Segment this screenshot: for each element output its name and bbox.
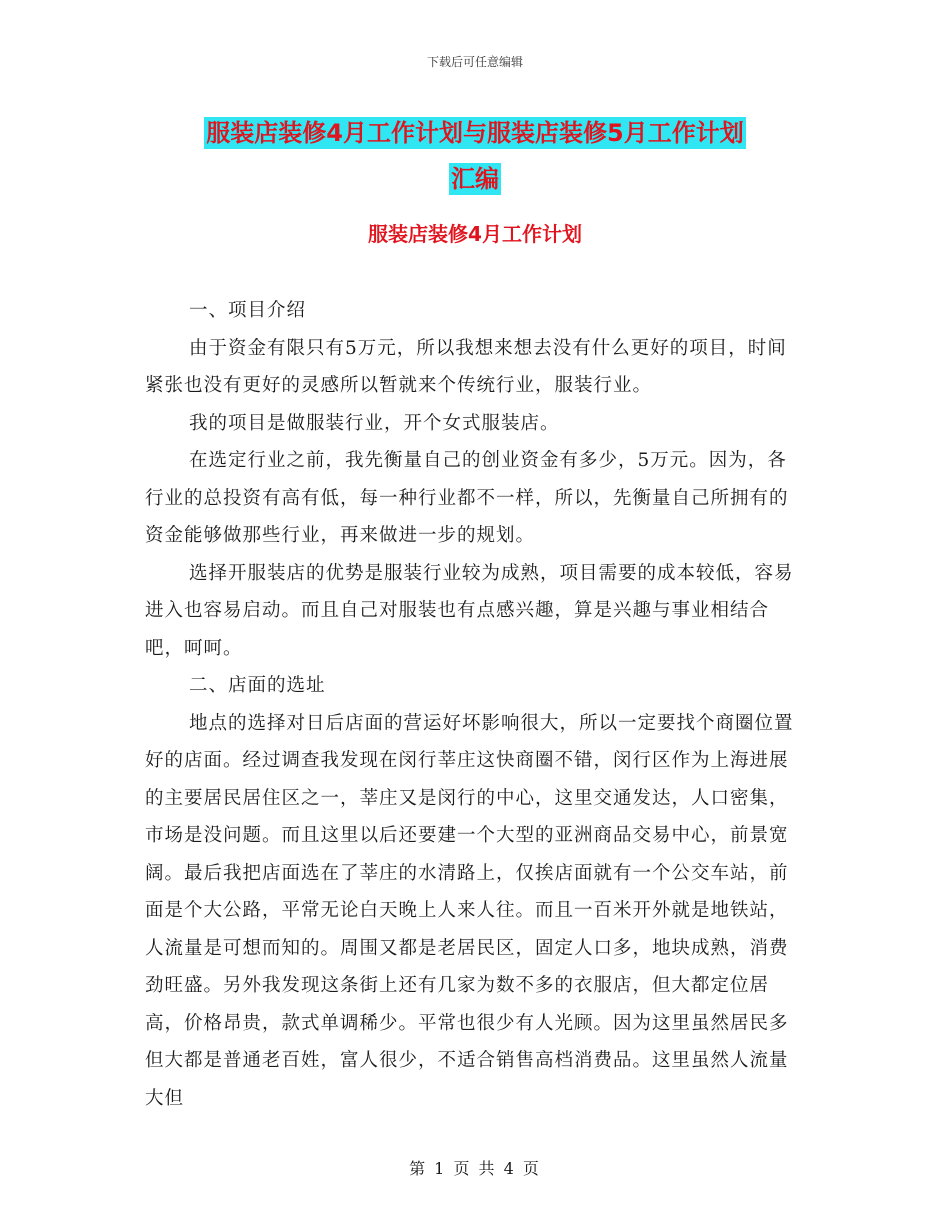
heading-project-intro: 一、项目介绍 (189, 300, 307, 321)
page-footer: 第 1 页 共 4 页 (409, 1159, 541, 1178)
document-title-line2: 汇编 (451, 165, 499, 193)
paragraph: 我的项目是做服装行业，开个女式服装店。 (189, 412, 560, 434)
heading-store-location: 二、店面的选址 (189, 675, 326, 696)
paragraph: 选择开服装店的优势是服装行业较为成熟，项目需要的成本较低，容易进入也容易启动。而且自己对服装也有点感兴趣，算是兴趣与事业相结合吧，呵呵。 (145, 562, 794, 659)
document-title (150, 110, 800, 202)
section-title: 服装店装修4月工作计划 (368, 222, 582, 246)
paragraph: 地点的选择对日后店面的营运好坏影响很大，所以一定要找个商圈位置好的店面。经过调查我发现在闵行莘庄这快商圈不错，闵行区作为上海进展的主要居民居住区之一，莘庄又是闵行的中心，这里交通发达，人口密集，市场是没问题。而且这里以后还要建一个大型的亚洲商品交易中心，前景宽阔。最后我把店面选在了莘庄的水清路上，仅挨店面就有一个公交车站，前面是个大公路，平常无论白天晚上人来人往。而且一百米开外就是地铁站，人流量是可想而知的。周围又都是老居民区，固定人口多，地块成熟，消费劲旺盛。另外我发现这条街上还有几家为数不多的衣服店，但大都定位居高，价格昂贵，款式单调稀少。平常也很少有人光顾。因为这里虽然居民多但大都是普通老百姓，富人很少，不适合销售高档消费品。这里虽然人流量大但 (145, 712, 794, 1109)
document-body (145, 292, 805, 1117)
document-title-line1: 服装店装修4月工作计划与服装店装修5月工作计划 (206, 119, 744, 147)
header-note: 下载后可任意编辑 (426, 55, 523, 69)
paragraph: 由于资金有限只有5万元，所以我想来想去没有什么更好的项目，时间紧张也没有更好的灵感所以暂就来个传统行业，服装行业。 (145, 337, 787, 396)
paragraph: 在选定行业之前，我先衡量自己的创业资金有多少，5万元。因为，各行业的总投资有高有低，每一种行业都不一样，所以，先衡量自己所拥有的资金能够做那些行业，再来做进一步的规划。 (145, 450, 789, 546)
